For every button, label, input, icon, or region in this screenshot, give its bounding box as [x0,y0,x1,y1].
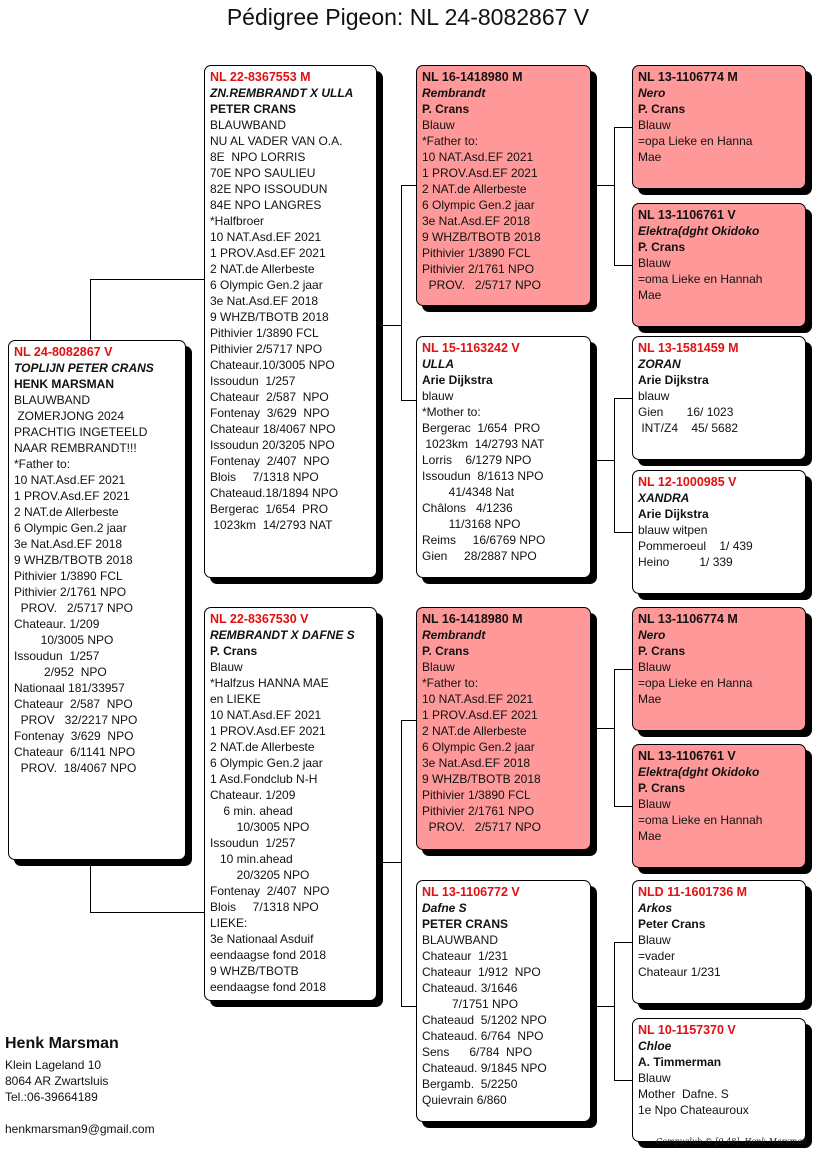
connector-line [596,728,614,729]
connector-line [90,279,91,341]
detail-line: 1 Asd.Fondclub N-H [210,772,318,786]
detail-line: Lorris 6/1279 NPO [422,453,532,467]
ring-number: NL 13-1106772 V [422,885,520,899]
detail-line: Blauw [210,660,243,674]
pigeon-name: Rembrandt [422,628,486,642]
detail-line: 1023km 14/2793 NAT [422,437,545,451]
detail-line: 1 PROV.Asd.EF 2021 [422,708,538,722]
detail-line: 7/1751 NPO [422,997,519,1011]
pigeon-card-dss[interactable] [632,607,806,731]
detail-line: Issoudun 1/257 [14,649,100,663]
detail-line: Blauw [638,933,671,947]
ring-number: NL 13-1106774 M [638,612,738,626]
detail-line: 2 NAT.de Allerbeste [210,262,315,276]
ring-number: NL 24-8082867 V [14,345,113,359]
detail-line: Chateaud. 3/1646 [422,981,518,995]
detail-line: Bergerac 1/654 PRO [210,502,329,516]
detail-line: *Father to: [14,457,71,471]
pigeon-card-sds[interactable] [632,336,806,460]
detail-line: blauw witpen [638,523,708,537]
detail-line: Pithivier 2/1761 NPO [422,262,535,276]
connector-line [614,532,632,533]
detail-line: 6 Olympic Gen.2 jaar [210,278,323,292]
owner-info [5,1033,155,1137]
detail-line: 41/4348 Nat [422,485,515,499]
detail-line: Chateaur 2/587 NPO [14,697,133,711]
detail-line: 1 PROV.Asd.EF 2021 [422,166,538,180]
detail-line: blauw [638,389,670,403]
connector-line [614,265,632,266]
detail-line: Bergerac 1/654 PRO [422,421,541,435]
breeder-name: P. Crans [638,644,686,658]
detail-line: 10/3005 NPO [14,633,114,647]
detail-line: 1 PROV.Asd.EF 2021 [210,724,326,738]
detail-line: Issoudun 1/257 [210,836,296,850]
connector-line [614,398,615,532]
detail-line: Chateaur 1/912 NPO [422,965,541,979]
detail-line: Pommeroeul 1/ 439 [638,539,753,553]
detail-line: Mae [638,692,662,706]
detail-line: Blauw [638,256,671,270]
ring-number: NL 22-8367553 M [210,70,311,84]
detail-line: =oma Lieke en Hannah [638,813,763,827]
detail-line: 2/952 NPO [14,665,107,679]
pigeon-name: ZORAN [638,357,681,371]
detail-line: Fontenay 3/629 NPO [14,729,134,743]
breeder-name: PETER CRANS [422,917,509,931]
pigeon-name: ULLA [422,357,454,371]
detail-line: 3e Nat.Asd.EF 2018 [422,756,531,770]
pigeon-card-sss[interactable] [632,65,806,189]
detail-line: 1e Npo Chateauroux [638,1103,749,1117]
detail-line: 9 WHZB/TBOTB 2018 [422,230,541,244]
detail-line: Chateaur 2/587 NPO [210,390,329,404]
connector-line [596,460,614,461]
pigeon-name: Rembrandt [422,86,486,100]
pigeon-name: Nero [638,86,666,100]
detail-line: Pithivier 1/3890 FCL [14,569,123,583]
connector-line [401,400,416,401]
detail-line: 3e Nat.Asd.EF 2018 [422,214,531,228]
ring-number: NL 10-1157370 V [638,1023,736,1037]
detail-line: 20/3205 NPO [210,868,310,882]
detail-line: Chateaud 5/1202 NPO [422,1013,547,1027]
ring-number: NL 12-1000985 V [638,475,737,489]
detail-line: 10 NAT.Asd.EF 2021 [422,150,534,164]
detail-line: Gien 28/2887 NPO [422,549,537,563]
detail-line: Blauw [638,660,671,674]
pigeon-name: Elektra(dght Okidoko [638,765,760,779]
breeder-name: HENK MARSMAN [14,377,114,391]
footer-credit: Compuclub © [9.48] Henk Marsman [656,1137,807,1146]
pigeon-name: Nero [638,628,666,642]
connector-line [401,1006,416,1007]
detail-line: Issoudun 8/1613 NPO [422,469,544,483]
pigeon-card-ssd[interactable] [632,203,806,327]
detail-line: Chateaur 1/231 [638,965,721,979]
detail-line: Issoudun 1/257 [210,374,296,388]
detail-line: *Father to: [422,134,479,148]
detail-line: 9 WHZB/TBOTB 2018 [14,553,133,567]
detail-line: =oma Lieke en Hannah [638,272,763,286]
detail-line: Chateaur 18/4067 NPO [210,422,336,436]
owner-name: Henk Marsman [5,1035,119,1052]
detail-line: Pithivier 2/1761 NPO [14,585,127,599]
detail-line: Blauw [638,797,671,811]
connector-line [90,912,204,913]
owner-city: 8064 AR Zwartsluis [5,1074,109,1088]
detail-line: 6 Olympic Gen.2 jaar [14,521,127,535]
detail-line: 2 NAT.de Allerbeste [14,505,119,519]
detail-line: Issoudun 20/3205 NPO [210,438,335,452]
detail-line: eendaagse fond 2018 [210,980,327,994]
detail-line: 8E NPO LORRIS [210,150,306,164]
connector-line [401,720,416,721]
detail-line: Blauw [422,118,455,132]
detail-line: INT/Z4 45/ 5682 [638,421,739,435]
detail-line: Chateaur 1/231 [422,949,509,963]
detail-line: 2 NAT.de Allerbeste [210,740,315,754]
detail-line: Chateaud. 9/1845 NPO [422,1061,547,1075]
detail-line: Quievrain 6/860 [422,1093,507,1107]
detail-line: LIEKE: [210,916,248,930]
detail-line: Mae [638,150,662,164]
detail-line: Bergamb. 5/2250 [422,1077,518,1091]
connector-line [382,862,401,863]
pigeon-card-sire-dam[interactable] [416,336,591,578]
detail-line: Mother Dafne. S [638,1087,729,1101]
pigeon-card-dsd[interactable] [632,744,806,868]
detail-line: Fontenay 2/407 NPO [210,884,330,898]
detail-line: *Halfzus HANNA MAE [210,676,329,690]
breeder-name: P. Crans [638,102,686,116]
detail-line: =vader [638,949,676,963]
breeder-name: PETER CRANS [210,102,297,116]
detail-line: PROV. 2/5717 NPO [14,601,133,615]
detail-line: Blois 7/1318 NPO [210,470,319,484]
detail-line: BLAUWBAND [14,393,91,407]
detail-line: 10 min.ahead [210,852,293,866]
pigeon-card-sire-sire[interactable] [416,65,591,306]
detail-line: Mae [638,288,662,302]
detail-line: en LIEKE [210,692,261,706]
connector-line [614,1080,632,1081]
connector-line [596,185,614,186]
connector-line [596,1006,614,1007]
breeder-name: P. Crans [422,102,470,116]
pigeon-name: Elektra(dght Okidoko [638,224,760,238]
detail-line: 6 Olympic Gen.2 jaar [422,198,535,212]
pigeon-card-dds[interactable] [632,880,806,1004]
detail-line: Mae [638,829,662,843]
connector-line [614,806,632,807]
pigeon-card-ddd[interactable] [632,1018,806,1142]
detail-line: 9 WHZB/TBOTB 2018 [210,310,329,324]
breeder-name: A. Timmerman [638,1055,722,1069]
connector-line [614,669,632,670]
connector-line [614,669,615,806]
ring-number: NL 13-1106761 V [638,208,736,222]
ring-number: NL 15-1163242 V [422,341,520,355]
ring-number: NLD 11-1601736 M [638,885,748,899]
detail-line: 70E NPO SAULIEU [210,166,316,180]
connector-line [614,942,615,1080]
detail-line: PROV. 2/5717 NPO [422,820,541,834]
detail-line: Blauw [638,1071,671,1085]
detail-line: Pithivier 1/3890 FCL [422,788,531,802]
detail-line: BLAUWBAND [210,118,287,132]
connector-line [382,325,401,326]
ring-number: NL 16-1418980 M [422,612,523,626]
ring-number: NL 13-1106774 M [638,70,738,84]
connector-line [614,398,632,399]
owner-email[interactable]: henkmarsman9@gmail.com [5,1122,155,1136]
detail-line: Nationaal 181/33957 [14,681,125,695]
detail-line: Chateaur 6/1141 NPO [14,745,136,759]
detail-line: blauw [422,389,454,403]
pigeon-card-sdd[interactable] [632,470,806,594]
ring-number: NL 13-1106761 V [638,749,736,763]
breeder-name: P. Crans [422,644,470,658]
detail-line: Chateaur. 1/209 [14,617,100,631]
detail-line: Pithivier 1/3890 FCL [210,326,319,340]
detail-line: 6 Olympic Gen.2 jaar [422,740,535,754]
detail-line: Chateaur. 1/209 [210,788,296,802]
connector-line [614,942,632,943]
breeder-name: P. Crans [638,781,686,795]
detail-line: BLAUWBAND [422,933,499,947]
detail-line: 6 Olympic Gen.2 jaar [210,756,323,770]
detail-line: Heino 1/ 339 [638,555,733,569]
detail-line: Pithivier 2/5717 NPO [210,342,323,356]
owner-address: Klein Lageland 10 [5,1058,102,1072]
pigeon-name: TOPLIJN PETER CRANS [14,361,154,375]
detail-line: 10/3005 NPO [210,820,310,834]
pigeon-card-dam[interactable] [204,607,377,1001]
detail-line: PROV. 18/4067 NPO [14,761,137,775]
pigeon-name: Chloe [638,1039,672,1053]
pigeon-card-dam-dam[interactable] [416,880,591,1122]
detail-line: Reims 16/6769 NPO [422,533,546,547]
connector-line [401,185,416,186]
detail-line: Fontenay 2/407 NPO [210,454,330,468]
detail-line: *Mother to: [422,405,481,419]
detail-line: Blauw [638,118,671,132]
breeder-name: Arie Dijkstra [422,373,493,387]
detail-line: 1 PROV.Asd.EF 2021 [14,489,130,503]
detail-line: Sens 6/784 NPO [422,1045,533,1059]
detail-line: *Halfbroer [210,214,265,228]
connector-line [90,860,91,912]
detail-line: 11/3168 NPO [422,517,521,531]
detail-line: =opa Lieke en Hanna [638,676,753,690]
connector-line [401,720,402,1006]
detail-line: Pithivier 2/1761 NPO [422,804,535,818]
breeder-name: P. Crans [638,240,686,254]
detail-line: 9 WHZB/TBOTB [210,964,299,978]
detail-line: *Father to: [422,676,479,690]
detail-line: 10 NAT.Asd.EF 2021 [422,692,534,706]
detail-line: Chateaud. 6/764 NPO [422,1029,544,1043]
detail-line: PRACHTIG INGETEELD [14,425,148,439]
detail-line: =opa Lieke en Hanna [638,134,753,148]
detail-line: 3e Nat.Asd.EF 2018 [14,537,123,551]
pigeon-name: REMBRANDT X DAFNE S [210,628,355,642]
detail-line: 1 PROV.Asd.EF 2021 [210,246,326,260]
ring-number: NL 22-8367530 V [210,612,309,626]
detail-line: 10 NAT.Asd.EF 2021 [14,473,126,487]
detail-line: Fontenay 3/629 NPO [210,406,330,420]
detail-line: Pithivier 1/3890 FCL [422,246,531,260]
pigeon-card-dam-sire[interactable] [416,607,591,850]
detail-line: 10 NAT.Asd.EF 2021 [210,708,322,722]
pigeon-name: ZN.REMBRANDT X ULLA [210,86,354,100]
breeder-name: Arie Dijkstra [638,373,709,387]
detail-line: 3e Nationaal Asduif [210,932,314,946]
detail-line: 82E NPO ISSOUDUN [210,182,328,196]
detail-line: 84E NPO LANGRES [210,198,322,212]
detail-line: 9 WHZB/TBOTB 2018 [422,772,541,786]
detail-line: Chateaud.18/1894 NPO [210,486,339,500]
detail-line: 1023km 14/2793 NAT [210,518,333,532]
breeder-name: Peter Crans [638,917,706,931]
detail-line: PROV 32/2217 NPO [14,713,138,727]
pigeon-name: Arkos [638,901,673,915]
detail-line: NU AL VADER VAN O.A. [210,134,343,148]
detail-line: Blauw [422,660,455,674]
detail-line: ZOMERJONG 2024 [14,409,125,423]
detail-line: Gien 16/ 1023 [638,405,734,419]
detail-line: PROV. 2/5717 NPO [422,278,541,292]
detail-line: Chateaur.10/3005 NPO [210,358,335,372]
connector-line [614,127,615,265]
ring-number: NL 13-1581459 M [638,341,739,355]
connector-line [90,279,204,280]
pigeon-name: XANDRA [638,491,690,505]
breeder-name: P. Crans [210,644,258,658]
pigeon-card-sire[interactable] [204,65,377,578]
detail-line: Châlons 4/1236 [422,501,513,515]
detail-line: Blois 7/1318 NPO [210,900,319,914]
owner-phone: Tel.:06-39664189 [5,1090,98,1104]
connector-line [401,185,402,400]
detail-line: 2 NAT.de Allerbeste [422,182,527,196]
pigeon-card-subject[interactable] [8,340,186,860]
detail-line: 6 min. ahead [210,804,293,818]
detail-line: NAAR REMBRANDT!!! [14,441,137,455]
breeder-name: Arie Dijkstra [638,507,709,521]
ring-number: NL 16-1418980 M [422,70,523,84]
detail-line: eendaagse fond 2018 [210,948,327,962]
page-title: Pédigree Pigeon: NL 24-8082867 V [226,4,590,30]
detail-line: 3e Nat.Asd.EF 2018 [210,294,319,308]
pigeon-name: Dafne S [422,901,467,915]
detail-line: 10 NAT.Asd.EF 2021 [210,230,322,244]
detail-line: 2 NAT.de Allerbeste [422,724,527,738]
connector-line [614,127,632,128]
